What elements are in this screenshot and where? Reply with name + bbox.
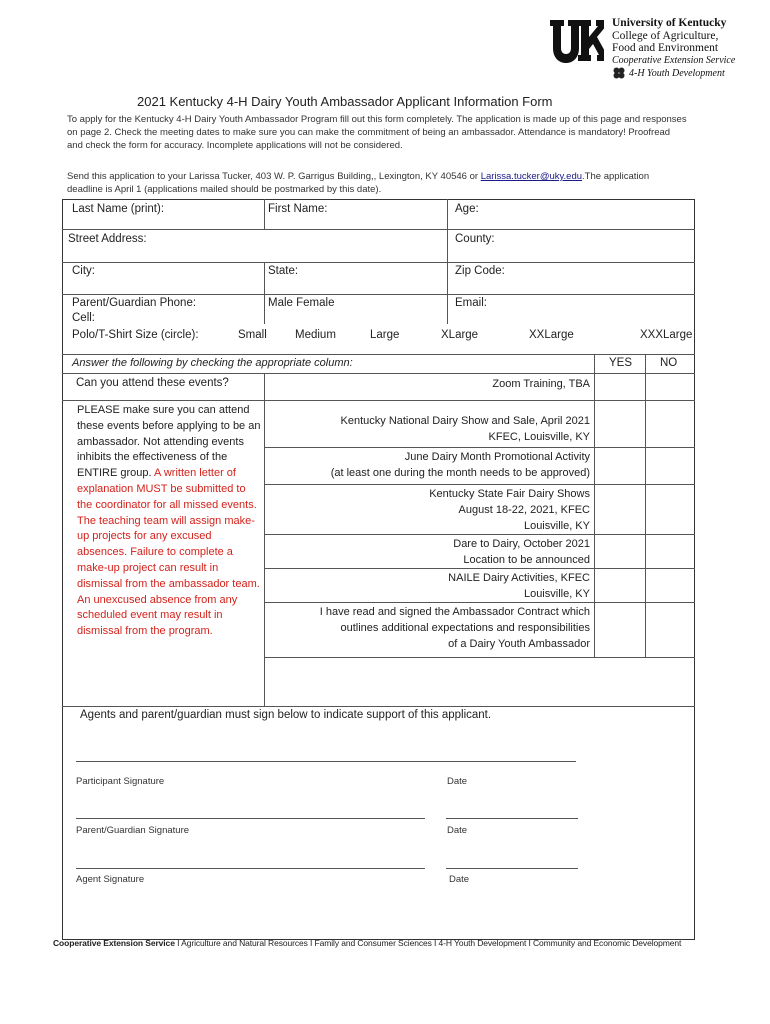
participant-date-label: Date — [447, 776, 468, 787]
event-national-dairy-show: Kentucky National Dairy Show and Sale, April 2021 KFEC, Louisville, KY — [340, 415, 590, 443]
footer: Cooperative Extension Service I Agriculture and Natural Resources I Family and Consumer Sciences I 4-H Youth Development I Community and Economic Development — [53, 938, 682, 948]
event-june-dairy-month: June Dairy Month Promotional Activity (at least one during the month needs to be approved) — [330, 451, 590, 479]
signature-instruction: Agents and parent/guardian must sign below to indicate support of this applicant. — [80, 709, 492, 721]
event-dare-to-dairy: Dare to Dairy, October 2021 Location to be announced — [453, 538, 590, 566]
agent-signature-label: Agent Signature — [76, 874, 145, 885]
attendance-note: PLEASE make sure you can attend these events before applying to be an ambassador. Not attending events inhibits the effectiveness of the ENTIRE group. A written letter of explanation MUST be submitted to the coordinator for all missed events. The teaching team will assign make-up projects for any excused absences. Failure to complete a make-up project can result in dismissal from the ambassador team. An unexcused absence from any scheduled event may result in dismissal from the program. — [77, 404, 261, 638]
city-field[interactable]: City: — [72, 265, 95, 277]
event-naile: NAILE Dairy Activities, KFEC Louisville, KY — [448, 572, 590, 600]
ambassador-contract-statement: I have read and signed the Ambassador Contract which outlines additional expectations and responsibilities of a Dairy Youth Ambassador — [319, 606, 590, 650]
attendance-warning: A written letter of explanation MUST be submitted to the coordinator for all missed events. The teaching team will assign make-up projects for any excused absences. Failure to complete a make-up project can result in dismissal from the ambassador team. An unexcused absence from any scheduled event may result in dismissal from the program. — [77, 467, 260, 638]
event-zoom-training: Zoom Training, TBA — [492, 378, 590, 390]
events-question: Can you attend these events? — [76, 377, 229, 389]
zip-code-field[interactable]: Zip Code: — [455, 265, 505, 277]
last-name-field[interactable]: Last Name (print): — [72, 203, 165, 215]
send-instructions: Send this application to your Larissa Tucker, 403 W. P. Garrigus Building,, Lexington, KY 40546 or Larissa.tucker@uky.edu.The application deadline is April 1 (applications mailed should be postmarked by this date). — [67, 171, 650, 195]
cell-field[interactable]: Cell: — [72, 312, 96, 324]
page-title: 2021 Kentucky 4-H Dairy Youth Ambassador Applicant Information Form — [137, 94, 553, 109]
no-checkbox-national-dairy-show[interactable] — [647, 402, 693, 446]
state-field[interactable]: State: — [268, 265, 299, 277]
parent-date-line[interactable] — [446, 818, 578, 819]
agent-date-line[interactable] — [446, 868, 578, 869]
size-large[interactable]: Large — [370, 329, 400, 341]
county-field[interactable]: County: — [455, 233, 495, 245]
size-xxlarge[interactable]: XXLarge — [529, 329, 574, 341]
size-xxxlarge[interactable]: XXXLarge — [640, 329, 693, 341]
size-small[interactable]: Small — [238, 329, 267, 341]
email-field[interactable]: Email: — [455, 297, 487, 309]
email-link[interactable]: Larissa.tucker@uky.edu — [480, 171, 583, 182]
parent-signature-label: Parent/Guardian Signature — [76, 825, 190, 836]
intro-text: To apply for the Kentucky 4-H Dairy Youth Ambassador Program fill out this form completely. The application is made up of this page and responses on page 2. Check the meeting dates to make sure you can make the commitment of being an ambassador. Attendance is mandatory! Proofread and check the form for accuracy. Incomplete applications will not be considered. — [67, 114, 687, 151]
event-state-fair: Kentucky State Fair Dairy Shows August 18-22, 2021, KFEC Louisville, KY — [429, 488, 590, 532]
participant-signature-label: Participant Signature — [76, 776, 165, 787]
parent-signature-line[interactable] — [76, 818, 425, 819]
parent-date-label: Date — [447, 825, 468, 836]
institution-name: University of Kentucky College of Agriculture, Food and Environment Cooperative Extension Service — [612, 17, 736, 66]
agent-signature-line[interactable] — [76, 868, 425, 869]
yes-column-header: YES — [609, 357, 633, 369]
agent-date-label: Date — [449, 874, 470, 885]
uk-logo — [548, 18, 604, 64]
first-name-field[interactable]: First Name: — [268, 203, 328, 215]
parent-phone-field[interactable]: Parent/Guardian Phone: — [72, 297, 197, 309]
gender-options[interactable]: Male Female — [268, 297, 335, 309]
no-column-header: NO — [660, 357, 678, 369]
yes-checkbox-national-dairy-show[interactable] — [596, 402, 644, 446]
size-xlarge[interactable]: XLarge — [441, 329, 479, 341]
clover-icon — [612, 66, 626, 80]
4h-youth-development: 4-H Youth Development — [612, 66, 725, 80]
age-field[interactable]: Age: — [455, 203, 479, 215]
events-instruction: Answer the following by checking the appropriate column: — [72, 357, 353, 369]
street-address-field[interactable]: Street Address: — [68, 233, 147, 245]
size-medium[interactable]: Medium — [295, 329, 336, 341]
participant-signature-line[interactable] — [76, 761, 576, 762]
shirt-size-label: Polo/T-Shirt Size (circle): — [72, 329, 199, 341]
